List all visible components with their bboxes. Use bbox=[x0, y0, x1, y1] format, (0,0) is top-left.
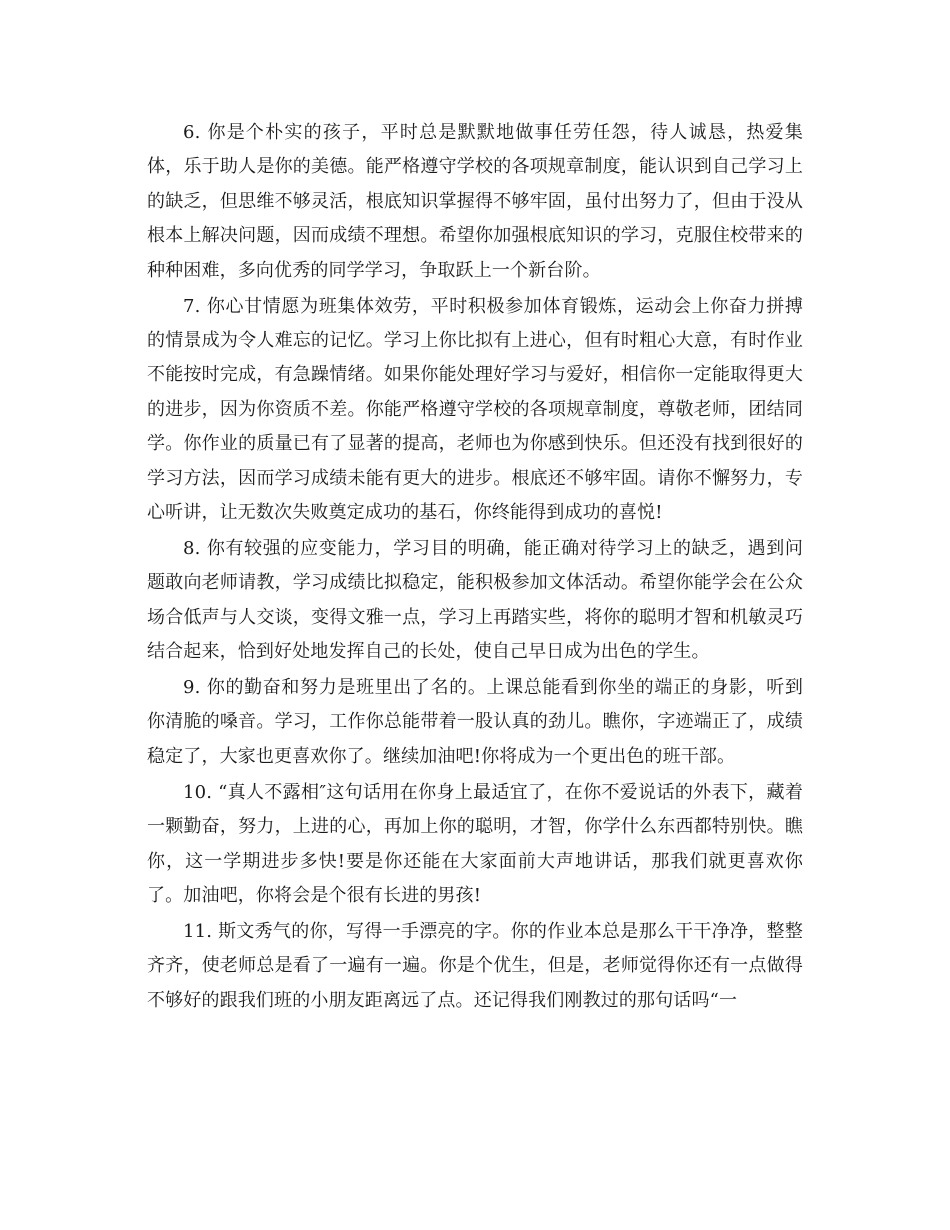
comment-paragraph-6: 6. 你是个朴实的孩子，平时总是默默地做事任劳任怨，待人诚恳，热爱集体，乐于助人是你的美德。能严格遵守学校的各项规章制度，能认识到自己学习上的缺乏，但思维不够灵活，根底知识掌握得不够牢固，虽付出努力了，但由于没从根本上解决问题，因而成绩不理想。希望你加强根底知识的学习，克服住校带来的种种困难，多向优秀的同学学习，争取跃上一个新台阶。 bbox=[147, 122, 803, 281]
comment-paragraph-11: 11. 斯文秀气的你，写得一手漂亮的字。你的作业本总是那么干干净净，整整齐齐，使老师总是看了一遍有一遍。你是个优生，但是，老师觉得你还有一点做得不够好的跟我们班的小朋友距离远了点。还记得我们刚教过的那句话吗“一 bbox=[147, 920, 803, 1011]
comment-paragraph-7: 7. 你心甘情愿为班集体效劳，平时积极参加体育锻炼，运动会上你奋力拼搏的情景成为令人难忘的记忆。学习上你比拟有上进心，但有时粗心大意，有时作业不能按时完成，有急躁情绪。如果你能处理好学习与爱好，相信你一定能取得更大的进步，因为你资质不差。你能严格遵守学校的各项规章制度，尊敬老师，团结同学。你作业的质量已有了显著的提高，老师也为你感到快乐。但还没有找到很好的学习方法，因而学习成绩未能有更大的进步。根底还不够牢固。请你不懈努力，专心听讲，让无数次失败奠定成功的基石，你终能得到成功的喜悦! bbox=[147, 295, 803, 523]
comment-paragraph-8: 8. 你有较强的应变能力，学习目的明确，能正确对待学习上的缺乏，遇到问题敢向老师请教，学习成绩比拟稳定，能积极参加文体活动。希望你能学会在公众场合低声与人交谈，变得文雅一点，学习上再踏实些，将你的聪明才智和机敏灵巧结合起来，恰到好处地发挥自己的长处，使自己早日成为出色的学生。 bbox=[147, 537, 803, 663]
comment-paragraph-9: 9. 你的勤奋和努力是班里出了名的。上课总能看到你坐的端正的身影，听到你清脆的嗓音。学习，工作你总能带着一股认真的劲儿。瞧你，字迹端正了，成绩稳定了，大家也更喜欢你了。继续加油吧!你将成为一个更出色的班干部。 bbox=[147, 677, 803, 767]
document-body bbox=[147, 116, 803, 1020]
comment-paragraph-10: 10. “真人不露相″这句话用在你身上最适宜了，在你不爱说话的外表下，藏着一颗勤奋，努力，上进的心，再加上你的聪明，才智，你学什么东西都特别快。瞧你，这一学期进步多快!要是你还能在大家面前大声地讲话，那我们就更喜欢你了。加油吧，你将会是个很有长进的男孩! bbox=[147, 781, 803, 906]
